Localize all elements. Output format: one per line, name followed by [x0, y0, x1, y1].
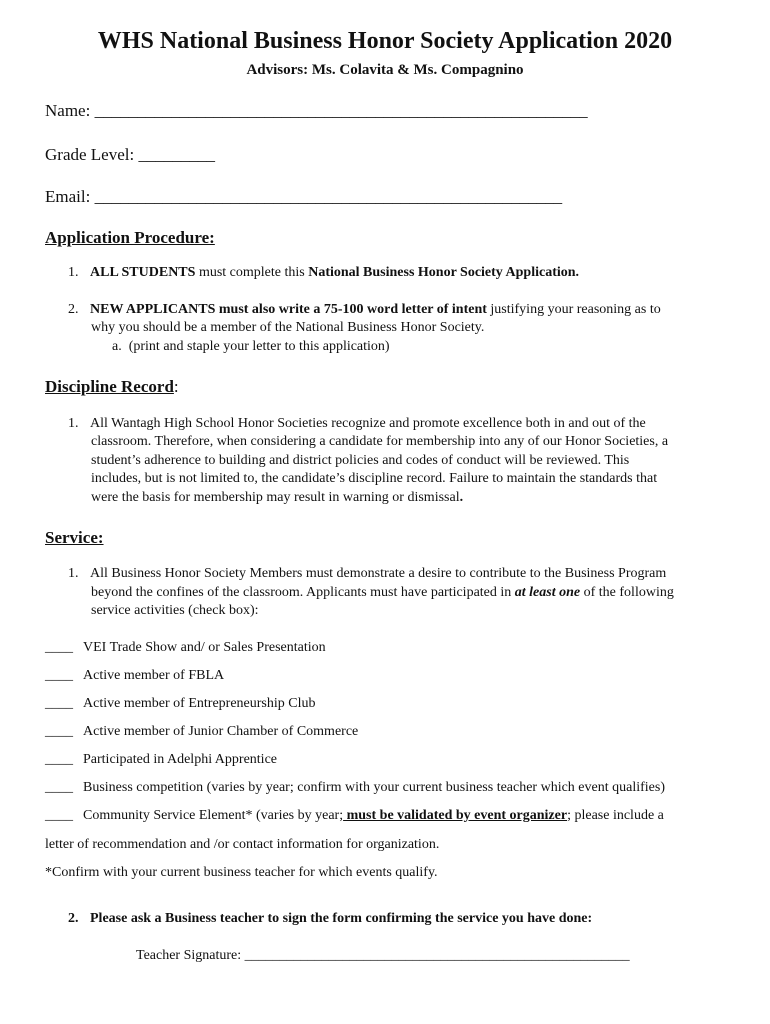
activity-option[interactable] [45, 724, 358, 740]
service-item-2-text: Please ask a Business teacher to sign the form confirming the service you have done: [90, 911, 593, 926]
service-line-1: All Business Honor Society Members must demonstrate a desire to contribute to the Business Program [90, 566, 667, 581]
procedure-item-1-number: 1. [68, 265, 79, 280]
procedure-item-2 [68, 302, 661, 318]
discipline-line-5 [91, 490, 463, 506]
procedure-item-1-text: must complete this [195, 265, 309, 280]
procedure-item-2-bold: NEW APPLICANTS must also write a 75-100 word letter of intent [90, 302, 487, 317]
service-line-2 [91, 585, 674, 601]
discipline-period: . [459, 490, 464, 505]
service-item-2 [68, 911, 592, 927]
community-service-text-c: ; please include a [567, 808, 664, 823]
application-procedure-heading: Application Procedure: [45, 228, 215, 247]
activity-label: Active member of FBLA [83, 668, 225, 683]
teacher-signature-field[interactable] [136, 948, 630, 964]
grade-level-line[interactable]: _________ [138, 145, 215, 164]
discipline-item-1-number: 1. [68, 416, 79, 431]
activity-option[interactable] [45, 696, 315, 712]
page-title: WHS National Business Honor Society Application 2020 [97, 28, 673, 54]
procedure-item-1 [68, 265, 579, 281]
procedure-item-2a-letter: a. [112, 339, 122, 354]
discipline-line-3: student’s adherence to building and district policies and codes of conduct will be reviewed. This [91, 453, 630, 468]
activity-option[interactable] [45, 752, 277, 768]
community-service-continuation: letter of recommendation and /or contact information for organization. [45, 837, 440, 852]
activity-checkbox-blank[interactable]: ____ [45, 724, 73, 739]
procedure-item-2-line-2: why you should be a member of the National Business Honor Society. [91, 320, 485, 335]
discipline-line-1: All Wantagh High School Honor Societies recognize and promote excellence both in and out of the [90, 416, 646, 431]
service-heading: Service: [45, 528, 104, 547]
activity-option[interactable] [45, 668, 224, 684]
email-line[interactable]: _______________________________________________________ [94, 187, 563, 206]
discipline-record-colon: : [173, 377, 179, 396]
advisors-subtitle: Advisors: Ms. Colavita & Ms. Compagnino [246, 62, 524, 78]
discipline-record-heading [45, 377, 179, 397]
procedure-item-2-text: justifying your reasoning as to [486, 302, 661, 317]
activity-label: VEI Trade Show and/ or Sales Presentation [83, 640, 326, 655]
procedure-item-1-bold-b: National Business Honor Society Application. [308, 265, 580, 280]
service-line-2-b: of the following [580, 585, 674, 600]
procedure-item-2-number: 2. [68, 302, 79, 317]
discipline-line-2: classroom. Therefore, when considering a candidate for membership into any of our Honor Societies, a [91, 434, 669, 449]
teacher-signature-line[interactable]: _______________________________________________________ [244, 948, 630, 963]
activity-checkbox-blank[interactable]: ____ [45, 808, 73, 823]
name-line[interactable]: __________________________________________________________ [94, 101, 588, 120]
activity-label: Active member of Junior Chamber of Commerce [83, 724, 359, 739]
procedure-item-2a [112, 339, 390, 355]
activity-option-community-service[interactable] [45, 808, 664, 824]
community-service-validation: must be validated by event organizer [343, 808, 568, 823]
service-item-2-number: 2. [68, 911, 79, 926]
community-service-text-a: Community Service Element* (varies by year; [83, 808, 344, 823]
name-label: Name: [45, 101, 91, 120]
name-field[interactable] [45, 101, 588, 121]
procedure-item-2a-text: (print and staple your letter to this application) [128, 339, 390, 354]
activity-checkbox-blank[interactable]: ____ [45, 696, 73, 711]
email-field[interactable] [45, 187, 562, 207]
activity-option[interactable] [45, 780, 665, 796]
activity-option[interactable] [45, 640, 326, 656]
discipline-line-4: includes, but is not limited to, the candidate’s discipline record. Failure to maintain the standards that [91, 471, 658, 486]
grade-level-field[interactable] [45, 145, 215, 165]
service-note: *Confirm with your current business teacher for which events qualify. [45, 865, 438, 880]
discipline-last-line: were the basis for membership may result in warning or dismissal [91, 490, 460, 505]
activity-checkbox-blank[interactable]: ____ [45, 780, 73, 795]
service-item-1-number: 1. [68, 566, 79, 581]
activity-checkbox-blank[interactable]: ____ [45, 752, 73, 767]
service-item-1 [68, 566, 666, 582]
discipline-item-1 [68, 416, 646, 432]
activity-label: Business competition (varies by year; confirm with your current business teacher which event qualifies) [83, 780, 665, 795]
activity-label: Active member of Entrepreneurship Club [83, 696, 316, 711]
email-label: Email: [45, 187, 91, 206]
teacher-signature-label: Teacher Signature: [136, 948, 242, 963]
procedure-item-1-bold-a: ALL STUDENTS [90, 265, 196, 280]
service-line-2-emphasis: at least one [514, 585, 581, 600]
activity-label: Participated in Adelphi Apprentice [83, 752, 278, 767]
activity-checkbox-blank[interactable]: ____ [45, 668, 73, 683]
grade-level-label: Grade Level: [45, 145, 135, 164]
service-line-3: service activities (check box): [91, 603, 259, 618]
discipline-record-heading-text: Discipline Record [45, 377, 174, 396]
service-line-2-a: beyond the confines of the classroom. Applicants must have participated in [91, 585, 515, 600]
activity-checkbox-blank[interactable]: ____ [45, 640, 73, 655]
